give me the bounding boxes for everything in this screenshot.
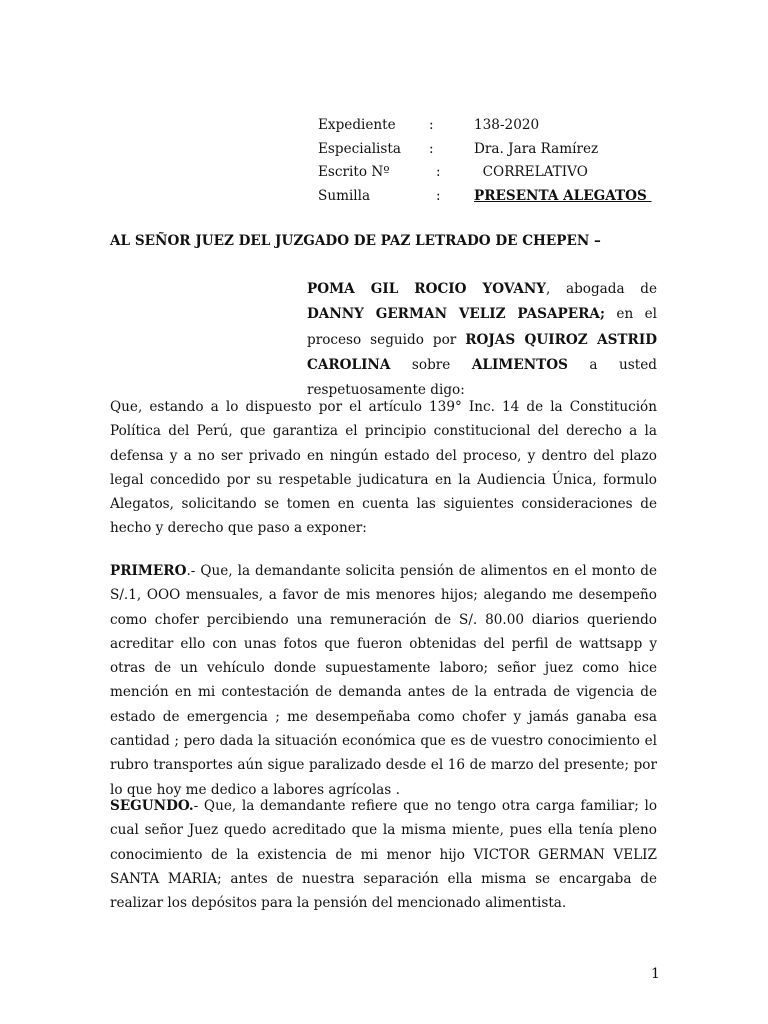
client-name: DANNY GERMAN VELIZ PASAPERA; <box>307 306 605 323</box>
paragraph-text: .- Que, la demandante solicita pensión de alimentos en el monto de S/.1, OOO mensuales, a favor de mis menores hijos; alegando me desempeño como chofer percibiendo una remuneración de S/. 80.00 diarios queriendo acreditar ello con unas fotos que fueron obtenidas del perfil de wattsapp y otras de un vehículo donde supuestamente laboro; señor juez como hice mención en mi contestación de demanda antes de la entrada de vigencia de estado de emergencia ; me desempeñaba como chofer y jamás ganaba esa cantidad ; pero dada la situación económica que es de vuestro conocimiento el rubro transportes aún sigue paralizado desde el 16 de marzo del presente; por lo que hoy me dedico a labores agrícolas . <box>110 563 657 798</box>
header-row-escrito <box>318 161 658 185</box>
header-value: Dra. Jara Ramírez <box>474 140 599 157</box>
header-row-sumilla <box>318 185 658 209</box>
header-value: CORRELATIVO <box>474 164 588 180</box>
intro-text: , abogada de <box>546 281 657 297</box>
paragraph-preamble: Que, estando a lo dispuesto por el artículo 139° Inc. 14 de la Constitución Política del Perú, que garantiza el principio constitucional del derecho a la defensa y a no ser privado en ningún estado del proceso, y dentro del plazo legal concedido por su respetable judicatura en la Audiencia Única, formulo Alegatos, solicitando se tomen en cuenta las siguientes consideraciones de hecho y derecho que paso a exponer: <box>110 399 657 537</box>
paragraph-text: - Que, la demandante refiere que no tengo otra carga familiar; lo cual señor Juez quedo acreditado que la misma miente, pues ella tenía pleno conocimiento de la existencia de mi menor hijo VICTOR GERMAN VELIZ SANTA MARIA; antes de nuestra separación ella misma se encargaba de realizar los depósitos para la pensión del mencionado alimentista. <box>110 798 657 912</box>
lawyer-name: POMA GIL ROCIO YOVANY <box>307 281 547 297</box>
intro-text: sobre <box>390 356 472 373</box>
paragraph-heading: PRIMERO <box>110 563 187 579</box>
page-number: 1 <box>651 966 660 982</box>
intro-text: en el proceso seguido por <box>307 306 657 348</box>
header-label: Escrito Nº <box>318 164 390 180</box>
header-colon: : <box>436 164 441 180</box>
matter: ALIMENTOS <box>471 356 568 373</box>
header-value-sumilla: PRESENTA ALEGATOS <box>474 187 652 204</box>
header-label: Expediente <box>318 117 396 133</box>
header-colon: : <box>429 140 434 157</box>
plaintiff-name: ROJAS QUIROZ ASTRID CAROLINA <box>307 331 657 373</box>
header-value: 138-2020 <box>474 117 540 133</box>
header-label: Sumilla <box>318 187 371 204</box>
header-label: Especialista <box>318 140 401 157</box>
paragraph-heading: SEGUNDO. <box>110 798 194 814</box>
intro-text: a usted respetuosamente digo: <box>307 356 657 399</box>
header-colon: : <box>429 117 434 133</box>
header-row-especialista <box>318 138 658 162</box>
paragraph-primero <box>110 559 657 802</box>
paragraph-segundo <box>110 794 657 915</box>
case-header <box>318 114 658 208</box>
intro-paragraph <box>307 277 657 403</box>
addressee-line: AL SEÑOR JUEZ DEL JUZGADO DE PAZ LETRADO DE CHEPEN – <box>110 233 601 249</box>
header-row-expediente <box>318 114 658 138</box>
header-colon: : <box>436 187 441 204</box>
